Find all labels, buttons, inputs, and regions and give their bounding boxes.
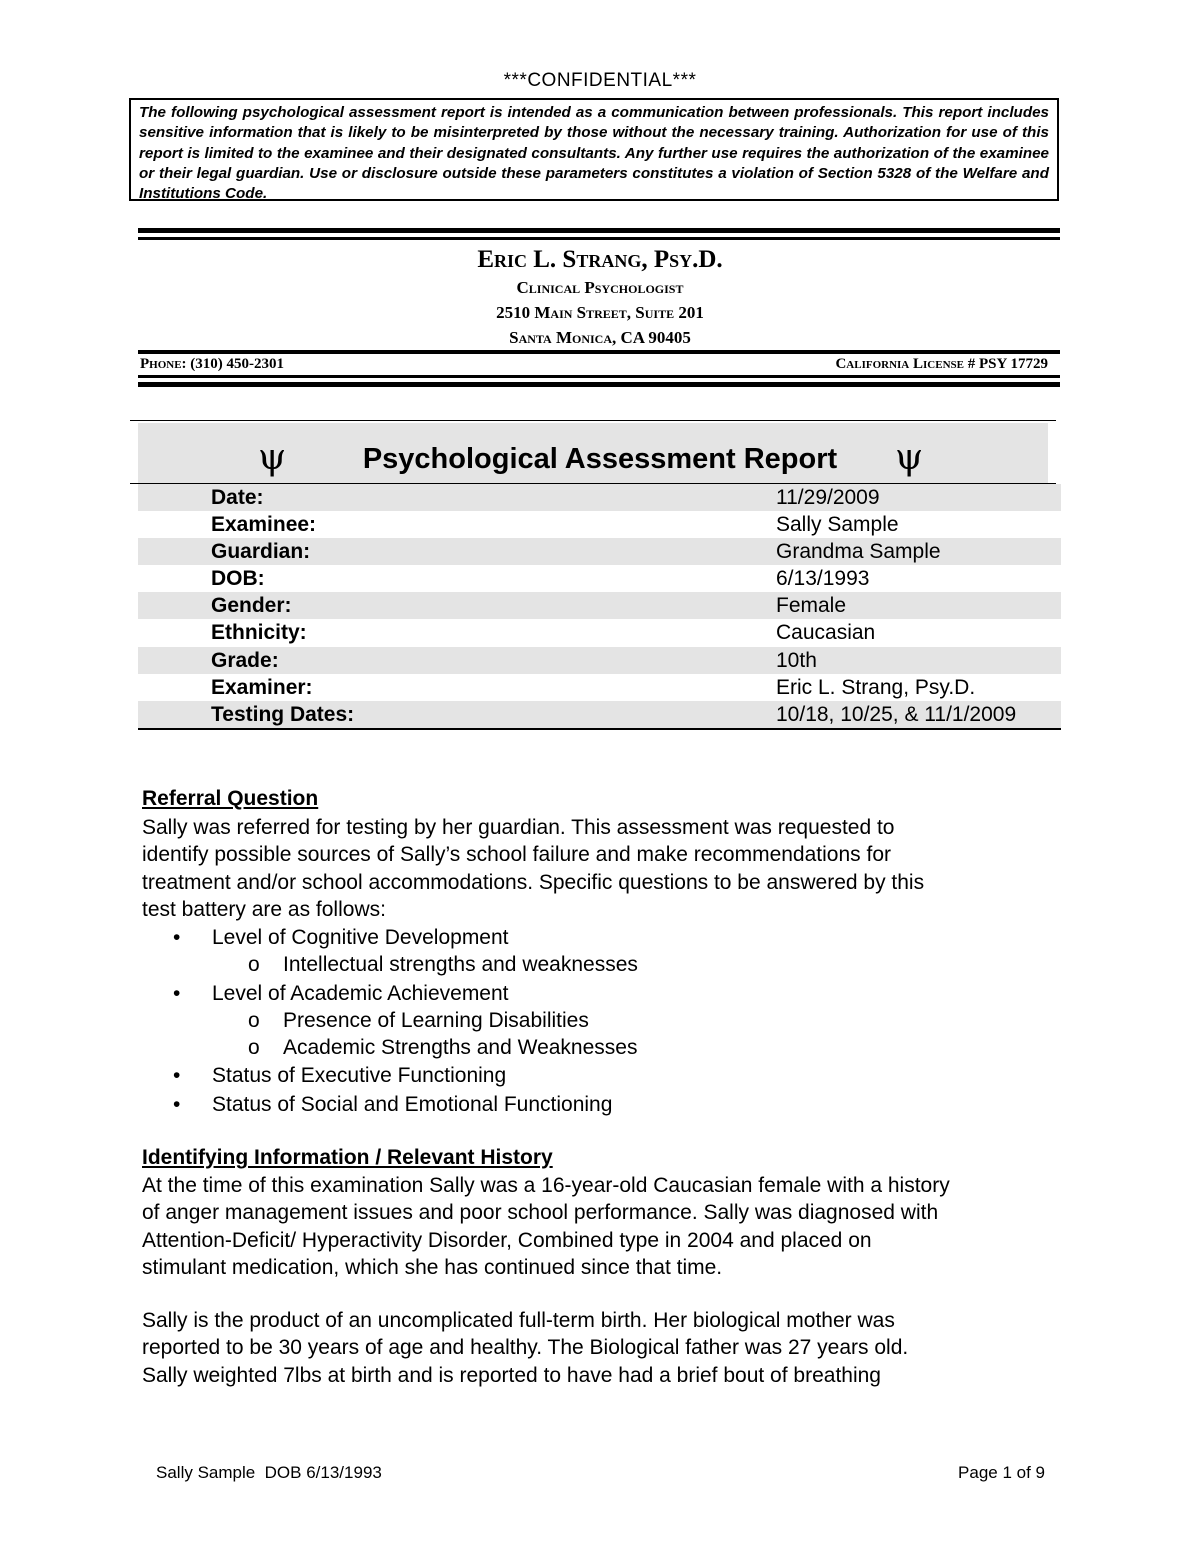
- paragraph-line: Sally was referred for testing by her guardian. This assessment was requested to: [142, 816, 895, 839]
- info-value: 10th: [776, 648, 817, 672]
- paragraph-line: Sally is the product of an uncomplicated full-term birth. Her biological mother was: [142, 1309, 895, 1332]
- info-label: Ethnicity:: [211, 621, 307, 645]
- history-heading: Identifying Information / Relevant History: [142, 1146, 553, 1169]
- info-label: Gender:: [211, 594, 292, 618]
- letterhead-rule-bottom-thick: [138, 382, 1060, 387]
- sub-bullet-dot: o: [248, 953, 260, 976]
- info-value: 10/18, 10/25, & 11/1/2009: [776, 702, 1017, 726]
- bullet-dot: •: [173, 982, 181, 1005]
- bullet-text: Status of Social and Emotional Functioning: [212, 1093, 613, 1116]
- bullet-text: Status of Executive Functioning: [212, 1064, 507, 1087]
- paragraph-line: Sally weighted 7lbs at birth and is reported to have had a brief bout of breathing: [142, 1363, 881, 1387]
- letterhead-rule-top-thin: [138, 237, 1060, 240]
- info-label: DOB:: [211, 567, 265, 591]
- sub-bullet-dot: o: [248, 1009, 260, 1032]
- bullet-dot: •: [173, 1093, 181, 1116]
- info-row-date: [138, 484, 1061, 511]
- letterhead-rule-mid: [138, 350, 1060, 354]
- bullet-text: Academic Strengths and Weaknesses: [283, 1036, 638, 1059]
- letterhead-rule-bottom-thin: [138, 375, 1060, 378]
- info-value: 11/29/2009: [776, 486, 880, 509]
- info-value: 6/13/1993: [776, 567, 870, 591]
- address-line-2: Santa Monica, CA 90405: [509, 328, 691, 347]
- address-line-1: 2510 Main Street, Suite 201: [496, 303, 704, 322]
- footer-examinee: Sally Sample DOB 6/13/1993: [156, 1463, 382, 1482]
- info-value: Grandma Sample: [776, 540, 941, 564]
- psychologist-title: Clinical Psychologist: [516, 278, 684, 297]
- info-row-gender: [138, 592, 1061, 619]
- paragraph-line: At the time of this examination Sally was a 16-year-old Caucasian female with a history: [142, 1174, 950, 1197]
- paragraph-line: Attention-Deficit/ Hyperactivity Disorder, Combined type in 2004 and placed on: [142, 1228, 872, 1252]
- info-row-dob: [138, 565, 1061, 592]
- confidential-banner: ***CONFIDENTIAL***: [503, 70, 697, 91]
- bullet-dot: •: [173, 1064, 181, 1087]
- psychologist-name: Eric L. Strang, Psy.D.: [477, 246, 723, 273]
- bullet-dot: •: [173, 926, 181, 949]
- report-header-top-rule: [130, 420, 1056, 421]
- info-label: Guardian:: [211, 540, 311, 564]
- info-label: Grade:: [211, 648, 279, 672]
- info-label: Examiner:: [211, 675, 313, 699]
- paragraph-line: treatment and/or school accommodations. Specific questions to be answered by this: [142, 870, 925, 894]
- bullet-text: Intellectual strengths and weaknesses: [283, 953, 638, 976]
- paragraph-line: stimulant medication, which she has continued since that time.: [142, 1255, 723, 1279]
- info-label: Date:: [211, 486, 264, 509]
- psi-symbol-right: ψ: [895, 437, 924, 478]
- sub-bullet-dot: o: [248, 1036, 260, 1059]
- bullet-text: Level of Academic Achievement: [212, 982, 509, 1005]
- info-value: Sally Sample: [776, 513, 899, 537]
- info-row-examiner: [138, 674, 1061, 701]
- history-paragraph-2: [142, 1307, 1062, 1389]
- info-label: Testing Dates:: [211, 702, 355, 726]
- info-value: Eric L. Strang, Psy.D.: [776, 675, 976, 699]
- paragraph-line: reported to be 30 years of age and healthy. The Biological father was 27 years old.: [142, 1336, 909, 1360]
- bullet-text: Level of Cognitive Development: [212, 926, 509, 949]
- info-row-ethnicity: [138, 619, 1061, 646]
- bullet-text: Presence of Learning Disabilities: [283, 1009, 589, 1032]
- info-row-testing-dates: [138, 701, 1061, 728]
- info-value: Female: [776, 594, 847, 618]
- info-row-examinee: [138, 511, 1061, 538]
- footer-page-number: Page 1 of 9: [958, 1463, 1045, 1482]
- license-number: California License # PSY 17729: [835, 356, 1048, 372]
- info-row-grade: [138, 647, 1061, 674]
- confidentiality-notice: The following psychological assessment report is intended as a communication between professionals. This report includes sensitive information that is likely to be misinterpreted by those without the necessary training. Authorization for use of this report is limited to the examinee and their designated consultants. Any further use requires the authorization of the examinee or their legal guardian. Use or disclosure outside these parameters constitutes a violation of Section 5328 of the Welfare and Institutions Code.: [129, 98, 1059, 201]
- referral-question-heading: Referral Question: [142, 787, 319, 810]
- paragraph-line: identify possible sources of Sally’s school failure and make recommendations for: [142, 843, 891, 867]
- paragraph-line: of anger management issues and poor school performance. Sally was diagnosed with: [142, 1201, 939, 1225]
- report-title: Psychological Assessment Report: [362, 443, 838, 475]
- info-value: Caucasian: [776, 621, 876, 645]
- letterhead-rule-top-thick: [138, 228, 1060, 233]
- history-paragraph-1: [142, 1172, 1062, 1281]
- phone-number: Phone: (310) 450-2301: [140, 356, 285, 372]
- info-row-guardian: [138, 538, 1061, 565]
- examinee-info-table: [138, 484, 1061, 730]
- info-label: Examinee:: [211, 513, 317, 537]
- referral-paragraph: [142, 814, 1062, 923]
- paragraph-line: test battery are as follows:: [142, 897, 386, 921]
- psi-symbol-left: ψ: [258, 437, 287, 478]
